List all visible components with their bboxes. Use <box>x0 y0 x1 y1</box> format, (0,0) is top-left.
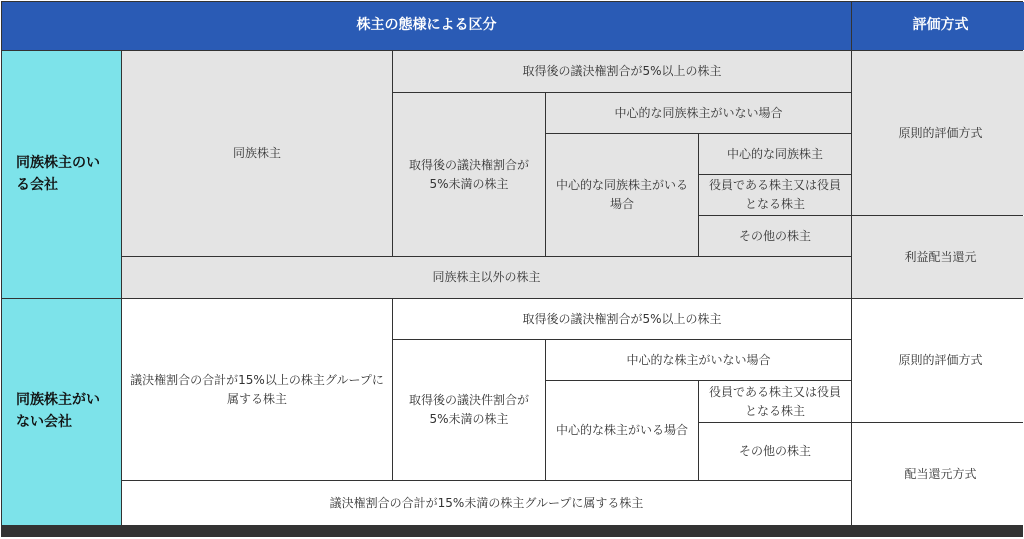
section1-under5: 取得後の議決権割合が5%未満の株主 <box>393 93 545 256</box>
section2-officer: 役員である株主又は役員となる株主 <box>699 381 851 422</box>
section1-method-principle: 原則的評価方式 <box>852 51 1024 215</box>
valuation-table <box>1 1 1023 537</box>
section1-officer: 役員である株主又は役員となる株主 <box>699 175 851 215</box>
section2-method-principle: 原則的評価方式 <box>852 299 1024 422</box>
section1-no-central: 中心的な同族株主がいない場合 <box>546 93 851 133</box>
header-category: 株主の態様による区分 <box>2 2 851 50</box>
header-method: 評価方式 <box>852 2 1024 50</box>
section2-label: 同族株主がいない会社 <box>2 299 121 525</box>
section1-over5: 取得後の議決権割合が5%以上の株主 <box>393 51 851 92</box>
section2-no-central: 中心的な株主がいない場合 <box>546 340 851 380</box>
section2-has-central: 中心的な株主がいる場合 <box>546 381 698 480</box>
section2-method-dividend: 配当還元方式 <box>852 423 1024 525</box>
section2-under15: 議決権割合の合計が15%未満の株主グループに属する株主 <box>122 481 851 525</box>
section2-other: その他の株主 <box>699 423 851 480</box>
section1-has-central: 中心的な同族株主がいる場合 <box>546 134 698 256</box>
section2-under5: 取得後の議決件割合が5%未満の株主 <box>393 340 545 480</box>
section1-central: 中心的な同族株主 <box>699 134 851 174</box>
section1-dozoku: 同族株主 <box>122 51 392 256</box>
section1-label: 同族株主のいる会社 <box>2 51 121 298</box>
section2-group15: 議決権割合の合計が15%以上の株主グループに属する株主 <box>122 299 392 480</box>
section1-other: その他の株主 <box>699 216 851 256</box>
section2-over5: 取得後の議決権割合が5%以上の株主 <box>393 299 851 339</box>
section1-method-dividend: 利益配当還元 <box>852 216 1024 298</box>
section1-non-dozoku: 同族株主以外の株主 <box>122 257 851 298</box>
